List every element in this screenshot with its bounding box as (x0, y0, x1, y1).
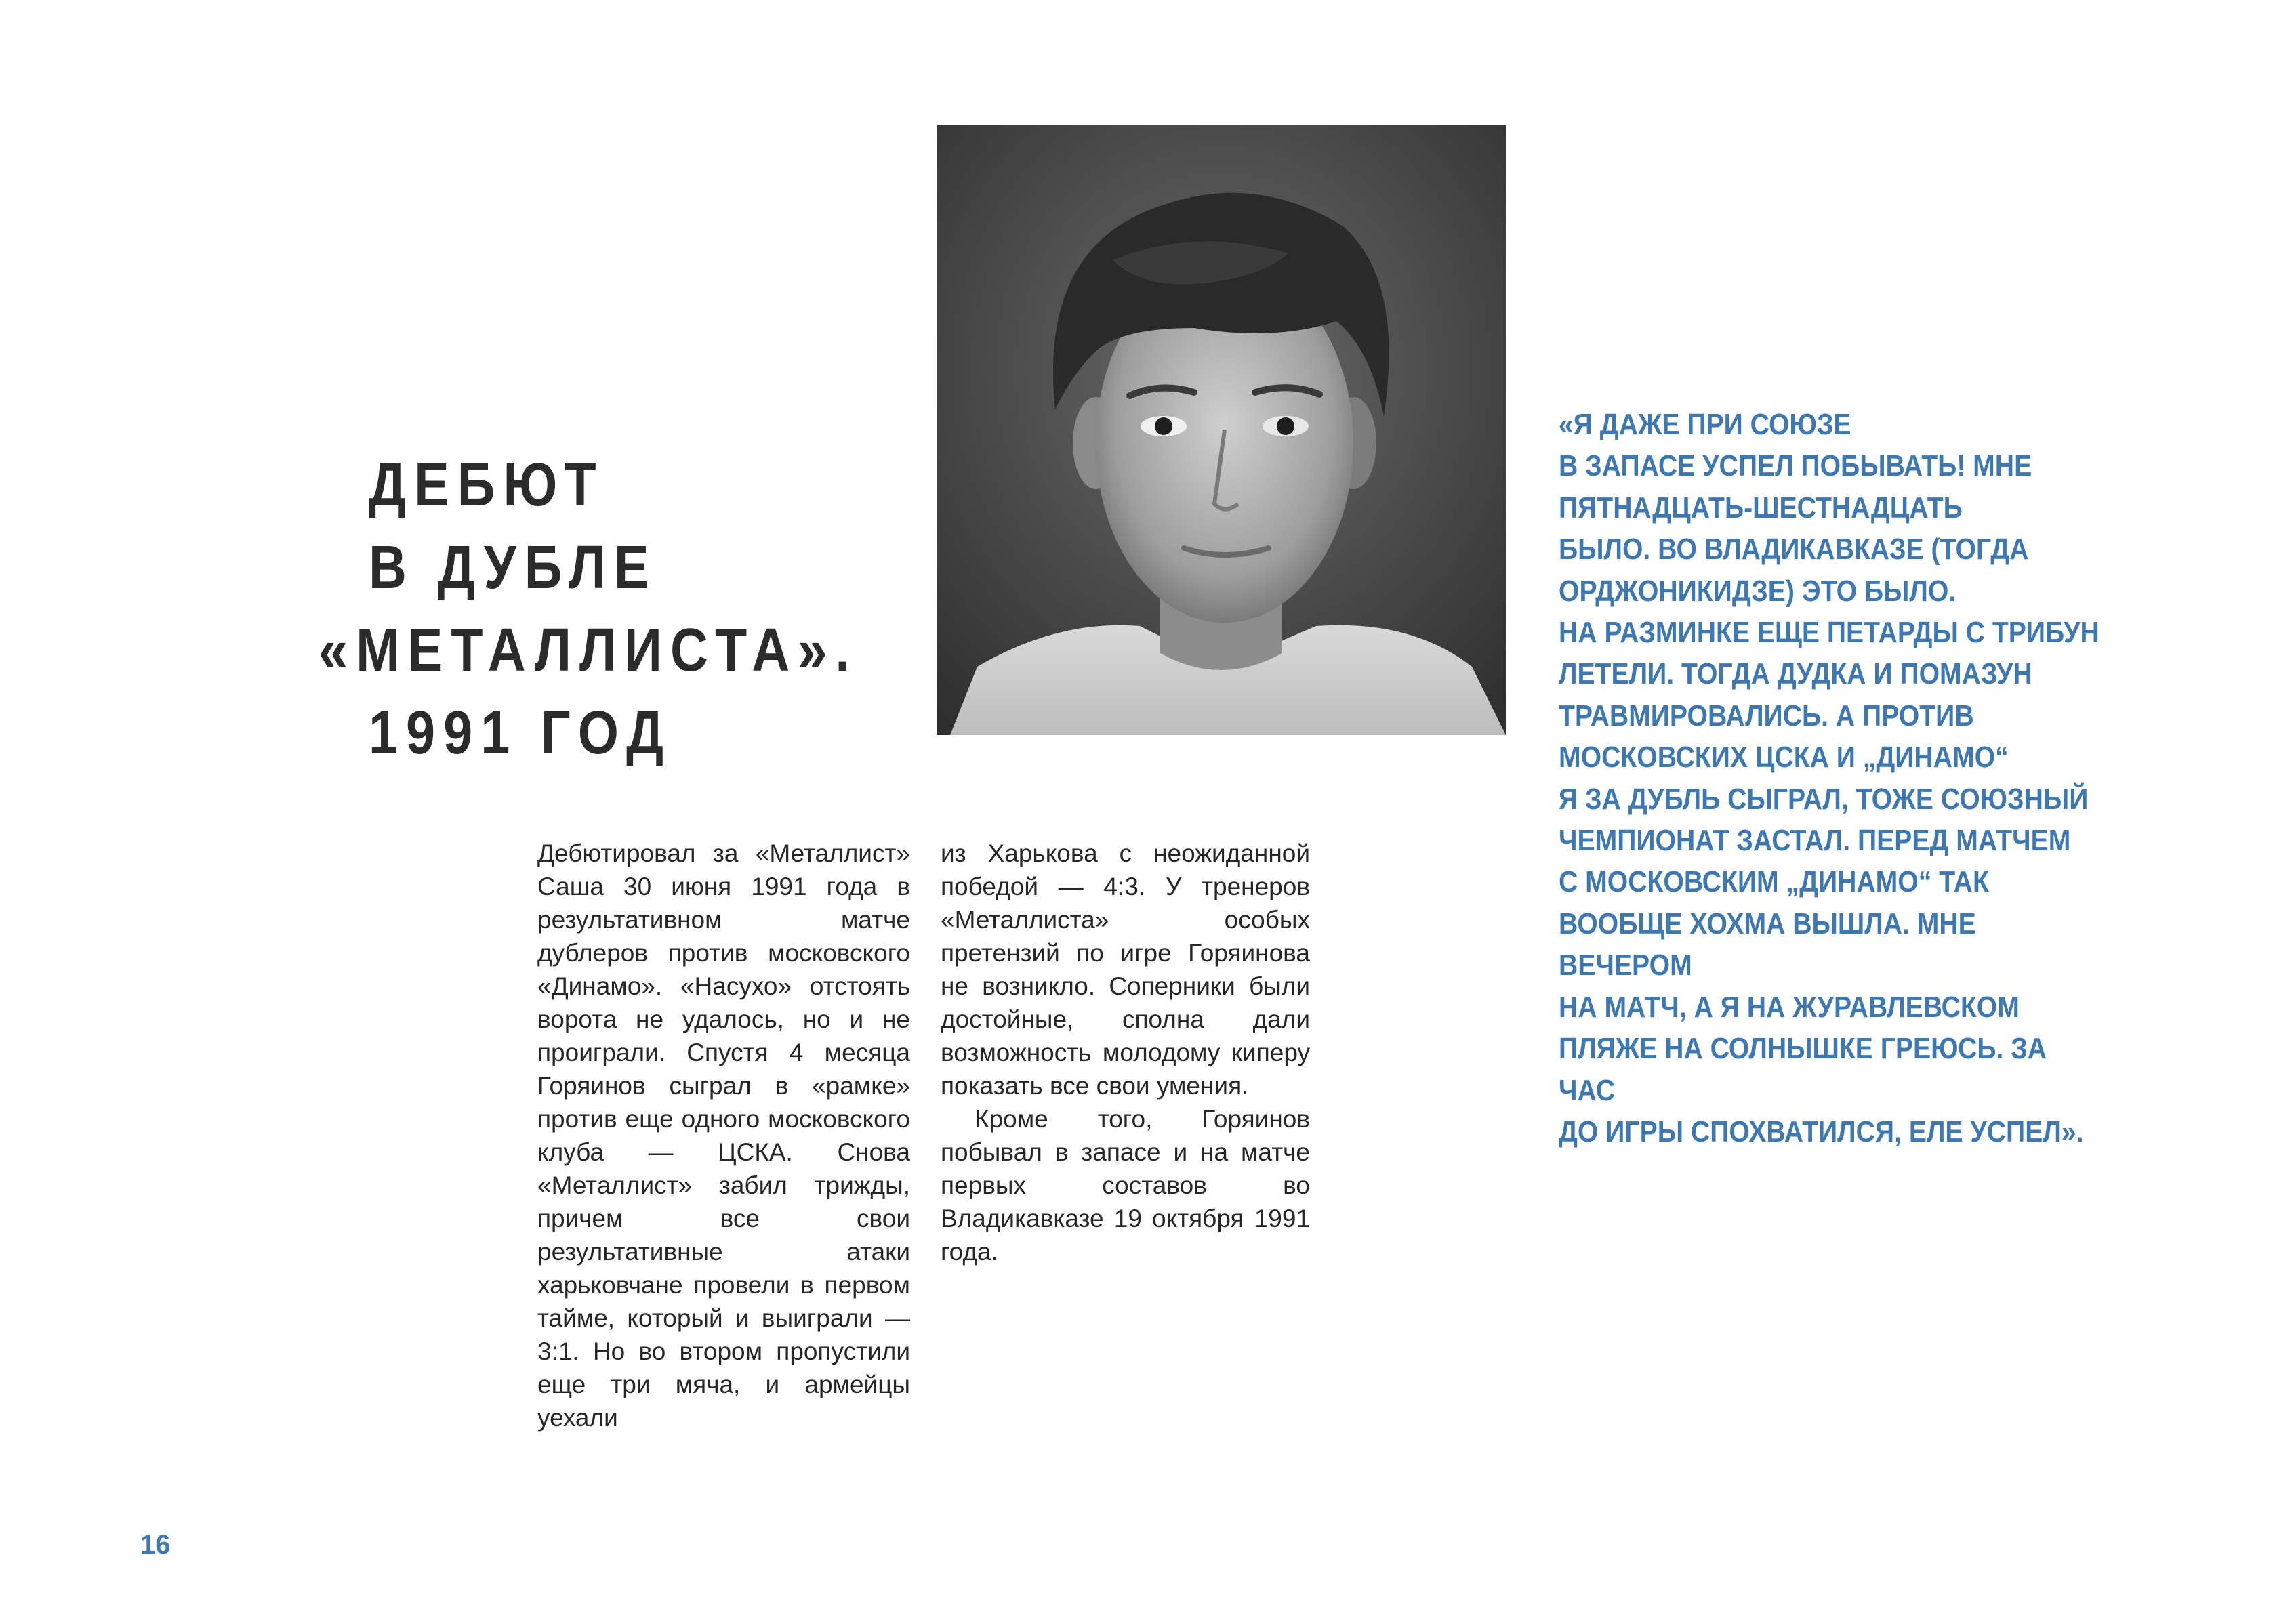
pull-quote: «Я ДАЖЕ ПРИ СОЮЗЕ В ЗАПАСЕ УСПЕЛ ПОБЫВАТЬ! МНЕ ПЯТНАДЦАТЬ-ШЕСТНАДЦАТЬ БЫЛО. ВО ВЛАДИКАВКАЗЕ (ТОГДА ОРДЖОНИКИДЗЕ) ЭТО БЫЛО. НА РАЗМИНКЕ ЕЩЕ ПЕТАРДЫ С ТРИБУН ЛЕТЕЛИ. ТОГДА ДУДКА И ПОМАЗУН ТРАВМИРОВАЛИСЬ. А ПРОТИВ МОСКОВСКИХ ЦСКА И „ДИНАМО“ Я ЗА ДУБЛЬ СЫГРАЛ, ТОЖЕ СОЮЗНЫЙ ЧЕМПИОНАТ ЗАСТАЛ. ПЕРЕД МАТЧЕМ С МОСКОВСКИМ „ДИНАМО“ ТАК ВООБЩЕ ХОХМА ВЫШЛА. МНЕ ВЕЧЕРОМ НА МАТЧ, А Я НА ЖУРАВЛЕВСКОМ ПЛЯЖЕ НА СОЛНЫШКЕ ГРЕЮСЬ. ЗА ЧАС ДО ИГРЫ СПОХВАТИЛСЯ, ЕЛЕ УСПЕЛ». (1559, 408, 2099, 1148)
headline-line-1: ДЕБЮТ (368, 451, 604, 519)
article-column-2 (941, 837, 1310, 1268)
column2-paragraph-1: из Харькова с неожиданной победой — 4:3. У тренеров «Металлиста» особых претензий по игре Горяинова не возникло. Соперники были достойные, сполна дали возможность молодому киперу показать все свои умения. (941, 839, 1310, 1100)
article-column-1 (537, 837, 910, 1434)
headline-line-2: В ДУБЛЕ (368, 534, 657, 602)
headline-line-3: «МЕТАЛЛИСТА». (319, 617, 858, 684)
article-headline (319, 444, 858, 774)
column1-paragraph: Дебютировал за «Металлист» Саша 30 июня 1991 года в результативном матче дублеров против московского «Динамо». «Насухо» отстоять ворота не удалось, но и не проиграли. Спустя 4 месяца Горяинов сыграл в «рамке» против еще одного московского клуба — ЦСКА. Снова «Металлист» забил трижды, причем все свои результативные атаки харьковчане провели в первом тайме, который и выиграли — 3:1. Но во втором пропустили еще три мяча, и армейцы уехали (537, 839, 910, 1432)
portrait-photo (937, 125, 1506, 735)
page-number: 16 (140, 1530, 171, 1560)
column2-paragraph-2: Кроме того, Горяинов побывал в запасе и на матче первых составов во Владикавказе 19 октября 1991 года. (941, 1105, 1310, 1266)
headline-line-4: 1991 ГОД (368, 699, 672, 767)
portrait-photo-icon (937, 125, 1506, 735)
